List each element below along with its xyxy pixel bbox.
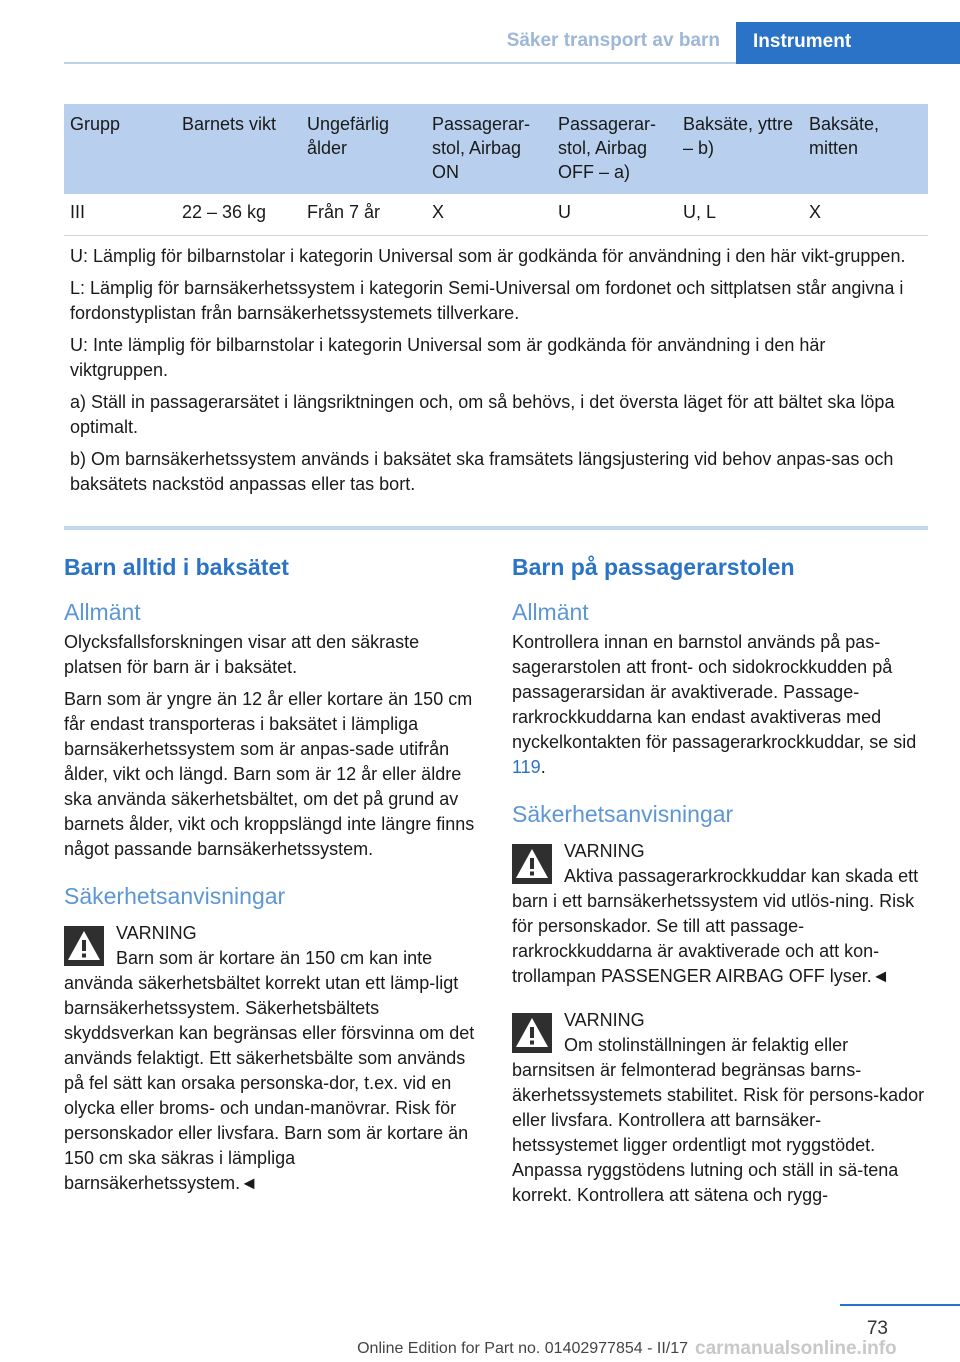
warning-icon [64, 926, 104, 966]
warning-icon [512, 844, 552, 884]
paragraph-end: . [540, 757, 546, 777]
edition-note: Online Edition for Part no. 01402977854 - II/17 [357, 1340, 688, 1357]
chapter-tab[interactable] [736, 22, 960, 64]
subheading: Säkerhetsanvisningar [64, 883, 286, 909]
warning-title: VARNING [564, 1010, 645, 1030]
table-header-row [64, 104, 928, 194]
paragraph: Barn som är yngre än 12 år eller kortare än 150 cm får endast transporteras i baksätet i lämpliga barnsäkerhetssystem som är anpas-sade utifrån ålder, vikt och längd. Barn som är 12 år eller äldre ska använda säkerhetsbältet, om det på grund av barnets ålder, vikt och kroppslängd inte längre finns något passande barnsäkerhetssystem. [64, 689, 475, 859]
table-cell: X [426, 194, 552, 236]
table-note: U: Inte lämplig för bilbarnstolar i kategorin Universal som är godkända för användning i den här viktgruppen. [70, 335, 826, 380]
table-header-cell: Baksäte, yttre – b) [677, 104, 803, 194]
page-link[interactable]: 119 [512, 757, 541, 777]
table-cell: III [64, 194, 176, 236]
subheading: Allmänt [64, 599, 141, 625]
table-header-cell: Passagerar-stol, Airbag OFF – a) [552, 104, 677, 194]
warning-block [512, 1007, 925, 1208]
left-column [64, 552, 477, 1196]
table-header-cell: Grupp [64, 104, 176, 194]
warning-block [64, 920, 477, 1196]
section-title: Säker transport av barn [506, 30, 720, 51]
warning-text: Aktiva passagerarkrockkuddar kan skada ett barn i ett barnsäkerhetssystem vid utlös-ning. Risk för personskador. Se till att passage-rarkrockkuddarna är avaktiverade och att kon-trollampan PASSENGER AIRBAG OFF lyser.◄ [512, 866, 919, 986]
table-note: L: Lämplig för barnsäkerhetssystem i kategorin Semi-Universal om fordonet och sittplatsen står angivna i fordonstyplistan från barnsäkerhetssystemets tillverkare. [70, 278, 904, 323]
right-column [512, 552, 925, 1208]
table-header-cell: Passagerar-stol, Airbag ON [426, 104, 552, 194]
table-cell: X [803, 194, 928, 236]
warning-block [512, 838, 925, 989]
warning-text: Om stolinställningen är felaktig eller barnsitsen är felmonterad begränsas barns-äkerhetssystemets stabilitet. Risk för persons-kador eller livsfara. Kontrollera att barnsäker-hetssystemet ligger ordentligt mot ryggstödet. Anpassa ryggstödens lutning och ställ in sä-tena korrekt. Kontrollera att sätena och rygg- [512, 1035, 925, 1205]
footer-rule [840, 1304, 960, 1306]
subheading: Allmänt [512, 599, 589, 625]
table-cell: U [552, 194, 677, 236]
paragraph: Olycksfallsforskningen visar att den säkraste platsen för barn är i baksätet. [64, 632, 420, 677]
chapter-tab-label: Instrument [753, 31, 852, 52]
section-heading: Barn alltid i baksätet [64, 554, 289, 580]
subheading: Säkerhetsanvisningar [512, 801, 734, 827]
section-heading: Barn på passagerarstolen [512, 554, 795, 580]
table-header-cell: Baksäte, mitten [803, 104, 928, 194]
warning-icon [512, 1013, 552, 1053]
table-note: b) Om barnsäkerhetssystem används i baksätet ska framsätets längsjustering vid behov anpas-sas och baksätets nackstöd anpassas eller tas bort. [70, 449, 894, 494]
watermark: carmanualsonline.info [695, 1338, 897, 1359]
table-row [64, 194, 928, 236]
table-header-cell: Barnets vikt [176, 104, 301, 194]
paragraph-text: Kontrollera innan en barnstol används på pas-sagerarstolen att front- och sidokrockkudden på passagerarsidan är avaktiverade. Passage-rarkrockkuddarna kan endast avaktiveras med nyckelkontakten för passagerarkrockkuddar, se sid [512, 632, 917, 752]
page-number: 73 [866, 1318, 888, 1339]
table-note: a) Ställ in passagerarsätet i längsriktningen och, om så behövs, i det översta läget för att bältet ska löpa optimalt. [70, 392, 895, 437]
warning-title: VARNING [564, 841, 645, 861]
child-seat-table [64, 104, 928, 512]
table-notes-row [64, 236, 928, 513]
table-note: U: Lämplig för bilbarnstolar i kategorin Universal som är godkända för användning i den här vikt-gruppen. [70, 246, 906, 266]
paragraph [512, 630, 925, 780]
warning-text: Barn som är kortare än 150 cm kan inte använda säkerhetsbältet korrekt utan ett lämp-ligt barnsäkerhetssystem. Säkerhetsbältets skyddsverkan kan begränsas eller försvinna om det används felaktigt. Ett säkerhetsbälte som används på fel sätt kan orsaka personska-dor, t.ex. vid en olycka eller broms- och undan-manövrar. Risk för personskador eller livsfara. Barn som är kortare än 150 cm ska säkras i lämpliga barnsäkerhetssystem.◄ [64, 948, 475, 1193]
table-header-cell: Ungefärlig ålder [301, 104, 426, 194]
table-bottom-rule [64, 526, 928, 530]
table-cell: 22 – 36 kg [176, 194, 301, 236]
table-notes [64, 236, 928, 513]
warning-title: VARNING [116, 923, 197, 943]
table-cell: U, L [677, 194, 803, 236]
table-cell: Från 7 år [301, 194, 426, 236]
